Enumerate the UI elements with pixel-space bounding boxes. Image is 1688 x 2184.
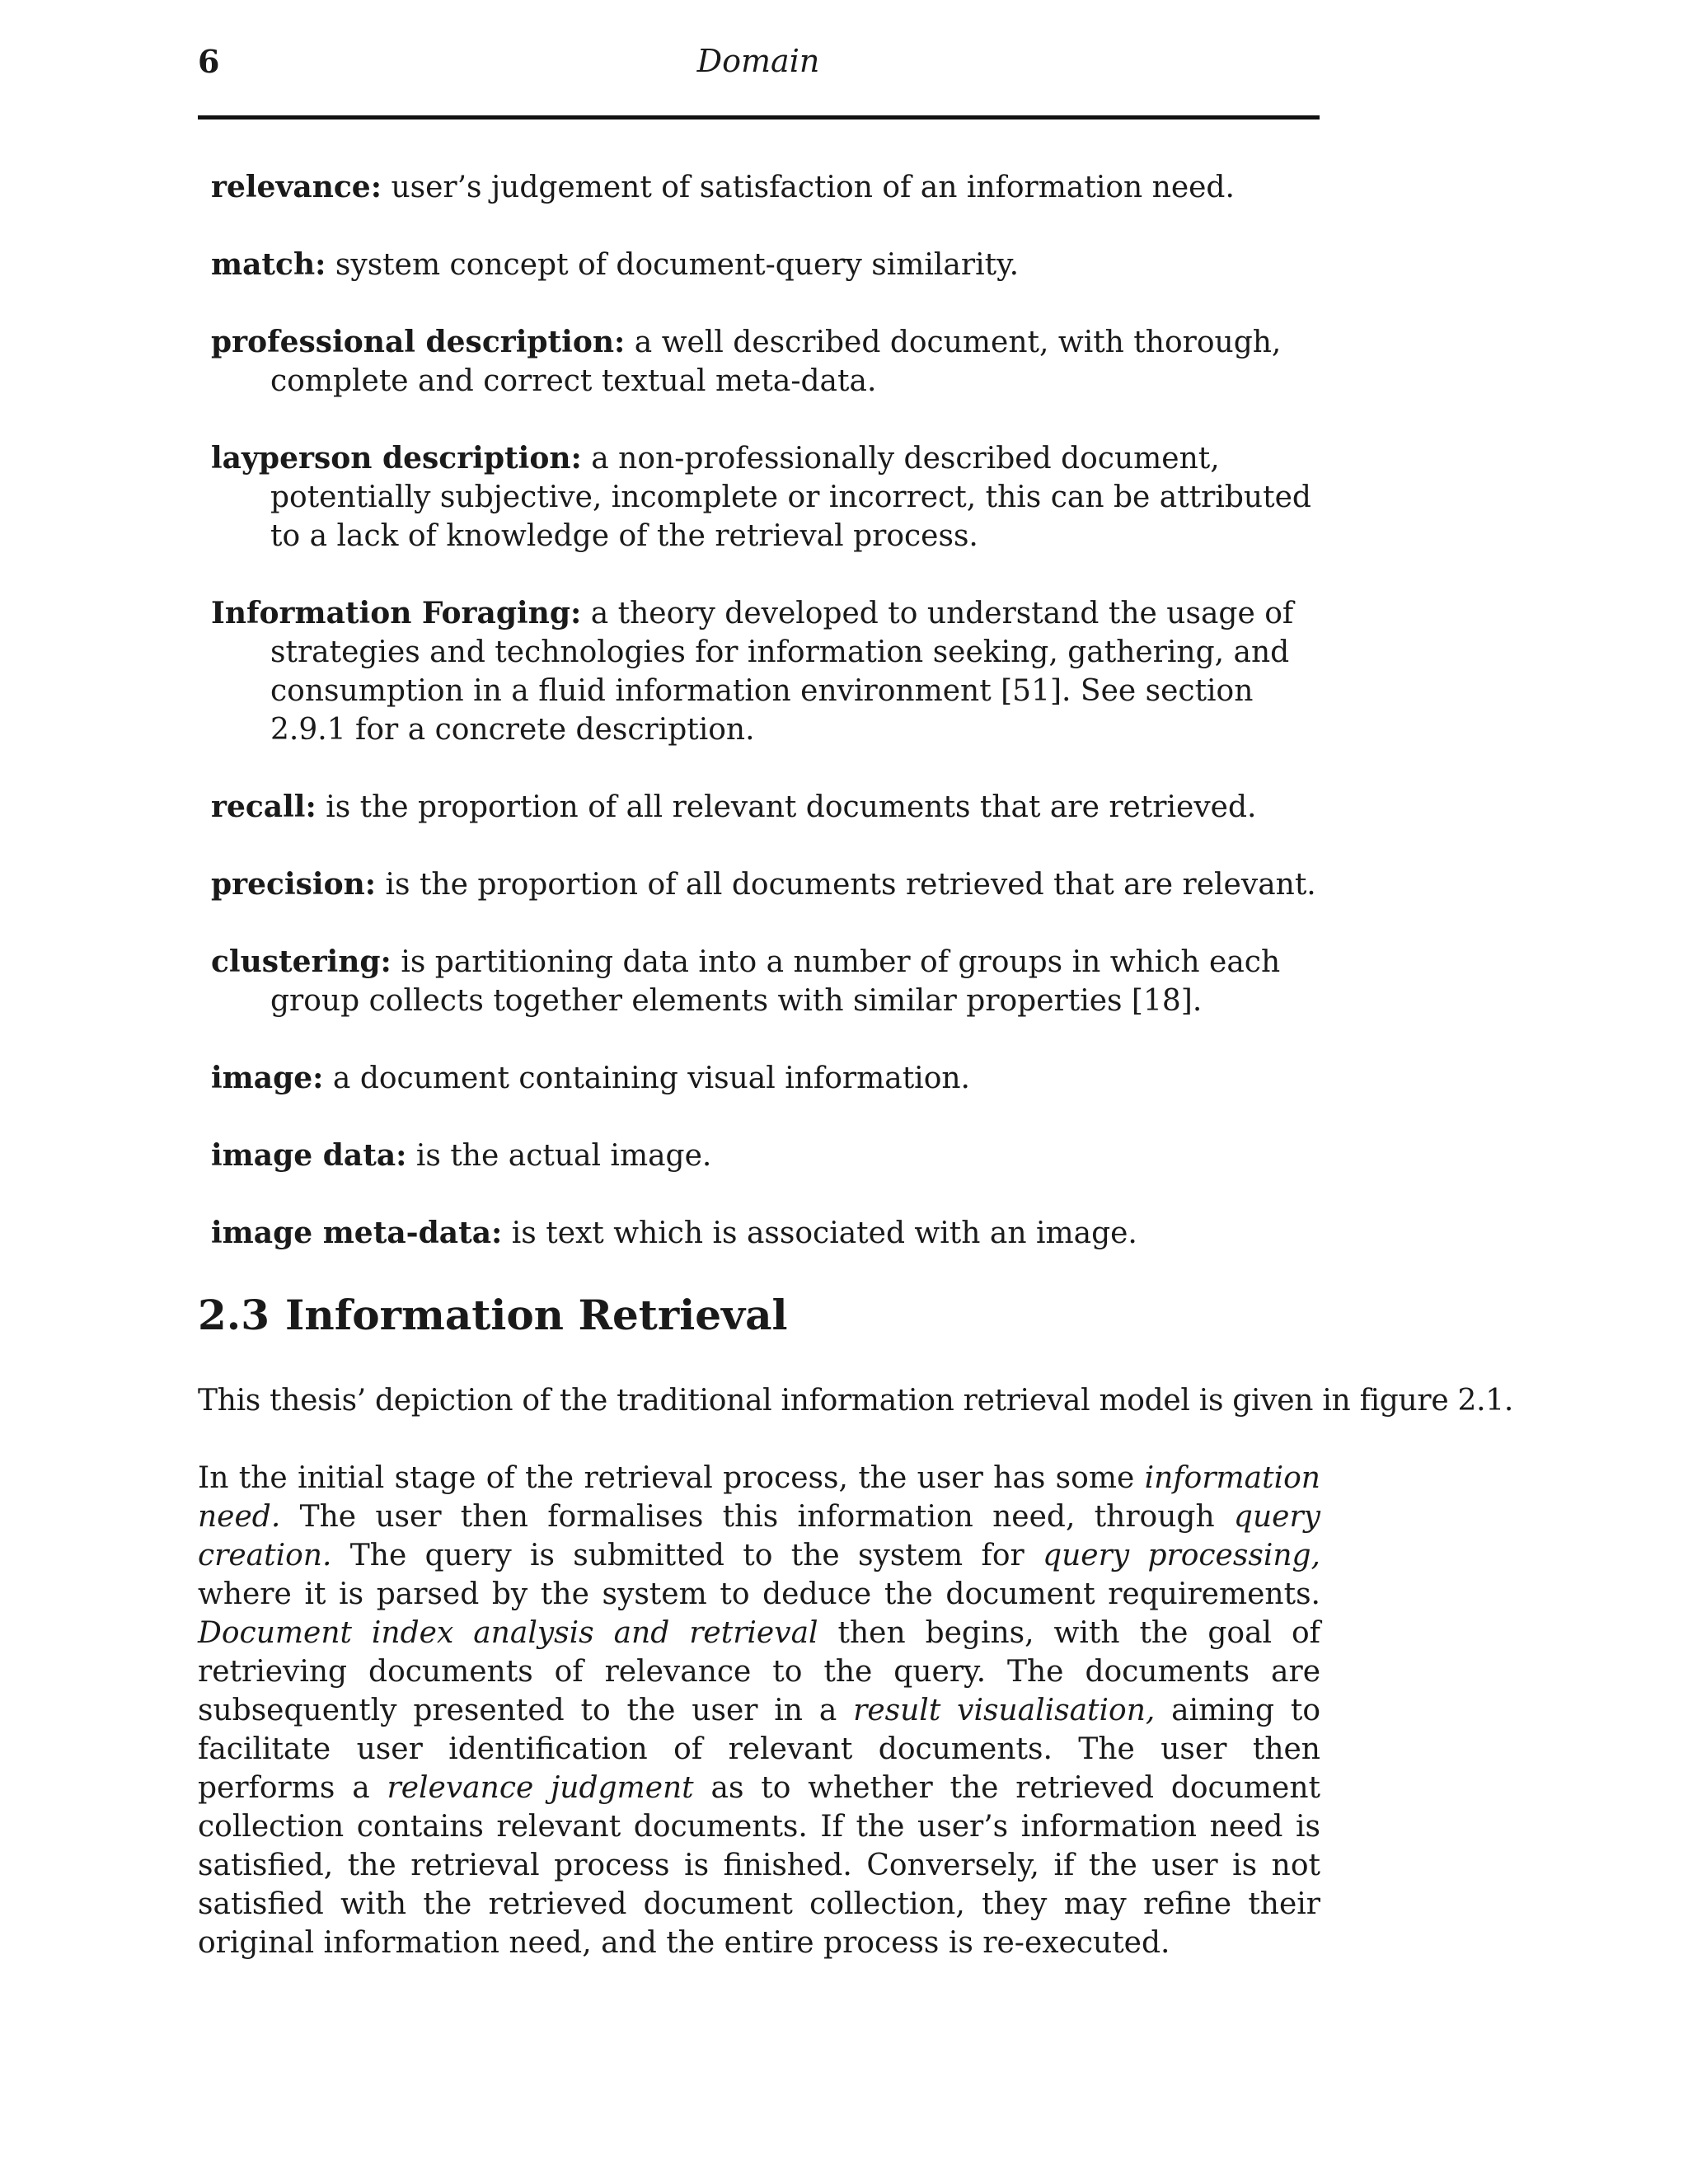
definition-text: a non-professionally described document, potentially subjective, incomplete or incorrect, this can be attributed to a lack of knowledge of the retrieval process. (270, 442, 1311, 553)
definition-term: match: (211, 247, 326, 282)
definition-text: user’s judgement of satisfaction of an information need. (391, 171, 1235, 204)
definition-professional-description (211, 323, 1319, 401)
definition-term: image data: (211, 1138, 407, 1173)
paragraph-text: The user then formalises this information need, through (280, 1500, 1234, 1534)
definition-text: is the proportion of all documents retrieved that are relevant. (385, 868, 1316, 902)
emphasis-relevance-judgment: relevance judgment (387, 1771, 694, 1805)
definition-information-foraging (211, 594, 1319, 749)
paragraph-text: where it is parsed by the system to deduce the document requirements. (198, 1577, 1320, 1611)
definition-term: layperson description: (211, 441, 582, 476)
definition-term: image: (211, 1061, 324, 1095)
paragraph-text: as to whether the retrieved document collection contains relevant documents. If the user’s information need is satisfied, the retrieval process is finished. Conversely, if the user is not satisfied with the retrieved document collection, they may refine their original information need, and the entire process is re-executed. (198, 1771, 1320, 1960)
definition-term: professional description: (211, 325, 626, 359)
emphasis-query-processing: query processing, (1043, 1539, 1321, 1572)
paragraph-text: In the initial stage of the retrieval process, the user has some (198, 1461, 1145, 1495)
definition-clustering (211, 943, 1319, 1020)
definition-text: is the actual image. (415, 1139, 712, 1173)
definition-text: a theory developed to understand the usage of strategies and technologies for information seeking, gathering, and consumption in a fluid information environment [51]. See section 2.9.1 for a concrete description. (270, 597, 1294, 747)
running-title: Domain (696, 43, 820, 79)
definition-text: is the proportion of all relevant documents that are retrieved. (326, 790, 1257, 824)
definition-recall (211, 788, 1319, 827)
header-rule (198, 115, 1320, 120)
page-number: 6 (198, 43, 220, 80)
section-title: Information Retrieval (285, 1291, 788, 1339)
definition-image-data (211, 1137, 1319, 1175)
definition-text: a document containing visual information. (332, 1062, 970, 1095)
body-paragraph-1: This thesis’ depiction of the traditional information retrieval model is given in figure 2.1. (198, 1384, 1513, 1418)
definition-text: a well described document, with thorough, complete and correct textual meta-data. (270, 326, 1282, 398)
section-number: 2.3 (198, 1291, 270, 1339)
definition-term: recall: (211, 790, 316, 824)
definition-image (211, 1059, 1319, 1098)
emphasis-document-index-analysis: Document index analysis and retrieval (198, 1616, 818, 1650)
definition-precision (211, 865, 1319, 904)
definition-text: is partitioning data into a number of groups in which each group collects together elements with similar properties [18]. (270, 945, 1281, 1018)
definition-relevance (211, 168, 1319, 207)
emphasis-information-need: information need. (198, 1461, 1320, 1534)
definition-match (211, 246, 1319, 284)
emphasis-result-visualisation: result visualisation, (853, 1694, 1156, 1727)
definition-term: Information Foraging: (211, 596, 582, 630)
definition-text: system concept of document-query similarity. (335, 248, 1020, 282)
running-head (198, 36, 1319, 86)
definition-term: clustering: (211, 944, 392, 979)
definition-term: relevance: (211, 170, 382, 204)
body-paragraph-2 (198, 1459, 1320, 1962)
definition-term: image meta-data: (211, 1216, 503, 1250)
paragraph-text: aiming to facilitate user identification of relevant documents. The user then performs a (198, 1694, 1321, 1805)
definition-list (211, 168, 1319, 1291)
definition-image-meta-data (211, 1214, 1319, 1253)
paragraph-text: The query is submitted to the system for (331, 1539, 1043, 1572)
definition-layperson-description (211, 439, 1319, 555)
definition-term: precision: (211, 867, 377, 902)
section-heading (198, 1291, 788, 1339)
paragraph-text: then begins, with the goal of retrieving documents of relevance to the query. The documents are subsequently presented to the user in a (198, 1616, 1320, 1727)
emphasis-query-creation: query creation. (198, 1500, 1320, 1572)
definition-text: is text which is associated with an image. (511, 1216, 1137, 1250)
